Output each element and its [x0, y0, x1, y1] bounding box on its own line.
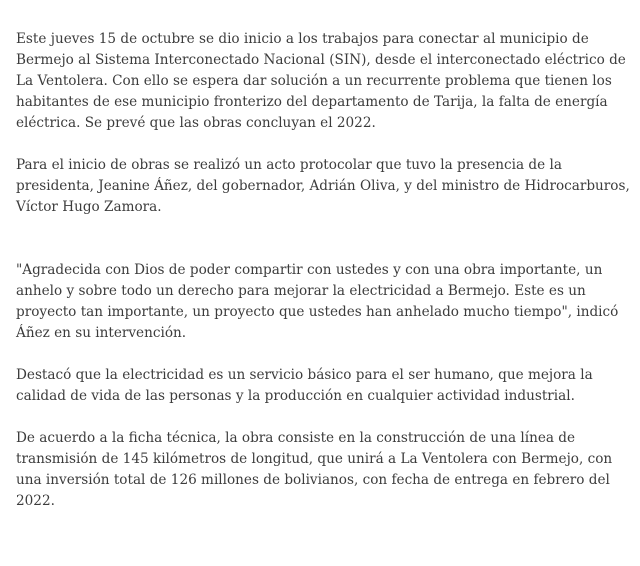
article-paragraph-truncated — [16, 533, 632, 545]
article-paragraph-technical: De acuerdo a la ficha técnica, la obra consiste en la construcción de una línea de transmisión de 145 kilómetros de longitud, que unirá a La Ventolera con Bermejo, con una inversión total de 126 millones de bolivianos, con fecha de entrega en febrero del 2022. — [16, 430, 613, 509]
article-paragraph-intro: Este jueves 15 de octubre se dio inicio a los trabajos para conectar al municipio de Bermejo al Sistema Interconectado Nacional (SIN), desde el interconectado eléctrico de La Ventolera. Con ello se espera dar solución a un recurrente problema que tienen los habitantes de ese municipio fronterizo del departamento de Tarija, la falta de energía eléctrica. Se prevé que las obras concluyan el 2022. — [16, 31, 626, 131]
article-paragraph-quote: "Agradecida con Dios de poder compartir con ustedes y con una obra importante, un anhelo y sobre todo un derecho para mejorar la electricidad a Bermejo. Este es un proyecto tan importante, un proyecto que ustedes han anhelado mucho tiempo", indicó Áñez en su intervención. — [16, 262, 619, 341]
article-body — [16, 29, 632, 566]
article-paragraph-ceremony: Para el inicio de obras se realizó un acto protocolar que tuvo la presencia de la presidenta, Jeanine Áñez, del gobernador, Adrián Oliva, y del ministro de Hidrocarburos, Víctor Hugo Zamora. — [16, 157, 630, 215]
article-paragraph-electricity: Destacó que la electricidad es un servicio básico para el ser humano, que mejora la calidad de vida de las personas y la producción en cualquier actividad industrial. — [16, 367, 593, 404]
